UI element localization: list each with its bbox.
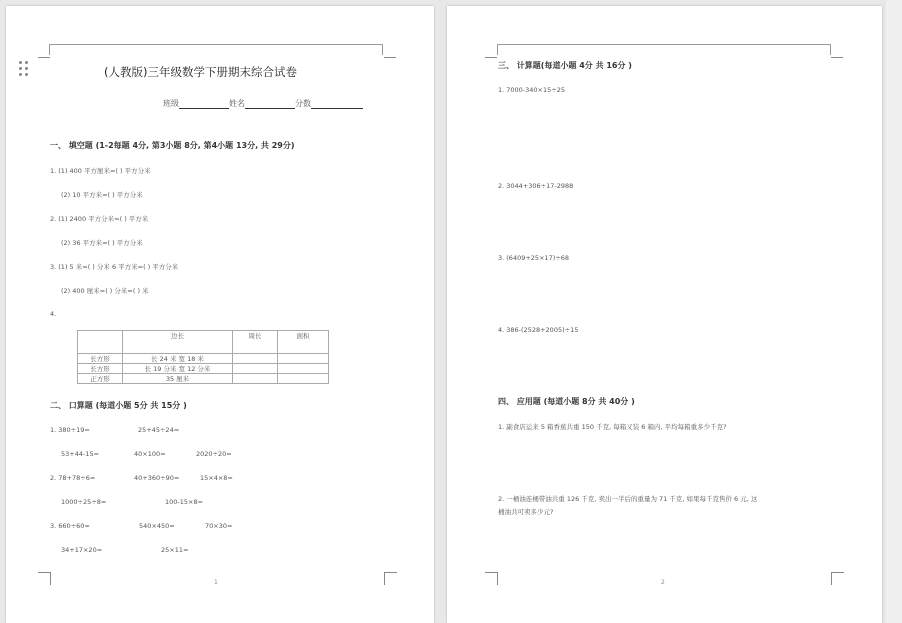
section-2-heading: 二、 口算题 (每道小题 5分 共 15分 ) [50,401,187,410]
table-cell: 长 19 分米 宽 12 分米 [123,364,233,374]
calc-item: 53+44-15= [61,450,100,458]
table-row [78,374,329,384]
question-item: 1. (1) 400 平方厘米=( ) 平方分米 [50,167,151,175]
margin-corner [831,572,844,585]
calc-item: 15×4×8= [200,474,233,482]
table-cell: 长方形 [78,364,123,374]
student-info-line [163,98,363,109]
table-cell: 长 24 米 宽 18 米 [123,354,233,364]
calc-item: 1. 7000-340×15÷25 [498,86,565,94]
table-cell[interactable] [233,354,278,364]
table-header-cell [78,331,123,354]
table-cell: 正方形 [78,374,123,384]
calc-item: 2. 78+78÷6= [50,474,96,482]
question-item: (2) 10 平方米=( ) 平方分米 [61,191,143,199]
margin-corner [38,572,51,585]
calc-item: 25+45÷24= [138,426,180,434]
question-item: 2. (1) 2400 平方分米=( ) 平方米 [50,215,149,223]
document-page-1 [6,6,434,623]
name-blank[interactable] [245,108,295,109]
document-page-2 [447,6,882,623]
table-cell[interactable] [278,374,329,384]
calc-item: 540×450= [139,522,175,530]
calc-item: 2020÷20= [196,450,232,458]
margin-corner [485,572,498,585]
question-item: 4. [50,310,57,318]
calc-item: 25×11= [161,546,189,554]
margin-corner [831,45,843,58]
table-cell[interactable] [233,374,278,384]
word-problem: 1. 副食店运来 5 箱香蕉共重 150 千克, 每箱又装 6 箱内, 平均每箱重多少千克? [498,423,727,431]
table-cell[interactable] [233,364,278,374]
document-title: (人教版)三年级数学下册期末综合试卷 [104,65,297,79]
page-number: 2 [661,579,665,586]
table-cell: 长方形 [78,354,123,364]
question-item: (2) 36 平方米=( ) 平方分米 [61,239,143,247]
vertical-scrollbar[interactable] [886,0,902,623]
calc-item: 40×100= [134,450,166,458]
word-problem: 桶油共可卖多少元? [498,508,554,516]
header-margin-line [497,44,831,55]
calc-item: 34+17×20= [61,546,103,554]
word-problem: 2. 一桶油连桶带油共重 126 千克, 卖出一半后的重量为 71 千克, 如果每千克售价 6 元, 这 [498,495,758,503]
drag-handle-icon[interactable] [19,61,29,77]
calc-item: 2. 3044+306÷17-2988 [498,182,574,190]
table-header-cell: 面积 [278,331,329,354]
score-blank[interactable] [311,108,363,109]
table-row [78,354,329,364]
section-3-heading: 三、 计算题(每道小题 4分 共 16分 ) [498,61,632,70]
table-cell: 35 厘米 [123,374,233,384]
calc-item: 40+360÷90= [134,474,180,482]
calc-item: 4. 386-(2528+2005)÷15 [498,326,579,334]
class-label: 班级 [163,99,179,108]
question-item: 3. (1) 5 米=( ) 分米 6 平方米=( ) 平方分米 [50,263,179,271]
class-blank[interactable] [179,108,229,109]
table-row [78,364,329,374]
margin-corner [384,572,397,585]
table-header-row [78,331,329,354]
page-number: 1 [214,579,218,586]
calc-item: 1000÷25÷8= [61,498,107,506]
header-margin-line [49,44,383,55]
name-label: 姓名 [229,99,245,108]
calc-item: 70×30= [205,522,233,530]
margin-corner [38,45,50,58]
table-header-cell: 边长 [123,331,233,354]
score-label: 分数 [295,99,311,108]
question-item: (2) 400 厘米=( ) 分米=( ) 米 [61,287,149,295]
section-4-heading: 四、 应用题 (每道小题 8分 共 40分 ) [498,397,635,406]
table-cell[interactable] [278,354,329,364]
calc-item: 3. 660÷60= [50,522,90,530]
calc-item: 1. 380÷19= [50,426,90,434]
table-cell[interactable] [278,364,329,374]
margin-corner [485,45,497,58]
calc-item: 3. (6409+25×17)÷68 [498,254,570,262]
calc-item: 100-15×8= [165,498,204,506]
margin-corner [384,45,396,58]
section-1-heading: 一、 填空题 (1-2每题 4分, 第3小题 8分, 第4小题 13分, 共 29分) [50,141,295,150]
dimensions-table [77,330,329,384]
table-header-cell: 周长 [233,331,278,354]
